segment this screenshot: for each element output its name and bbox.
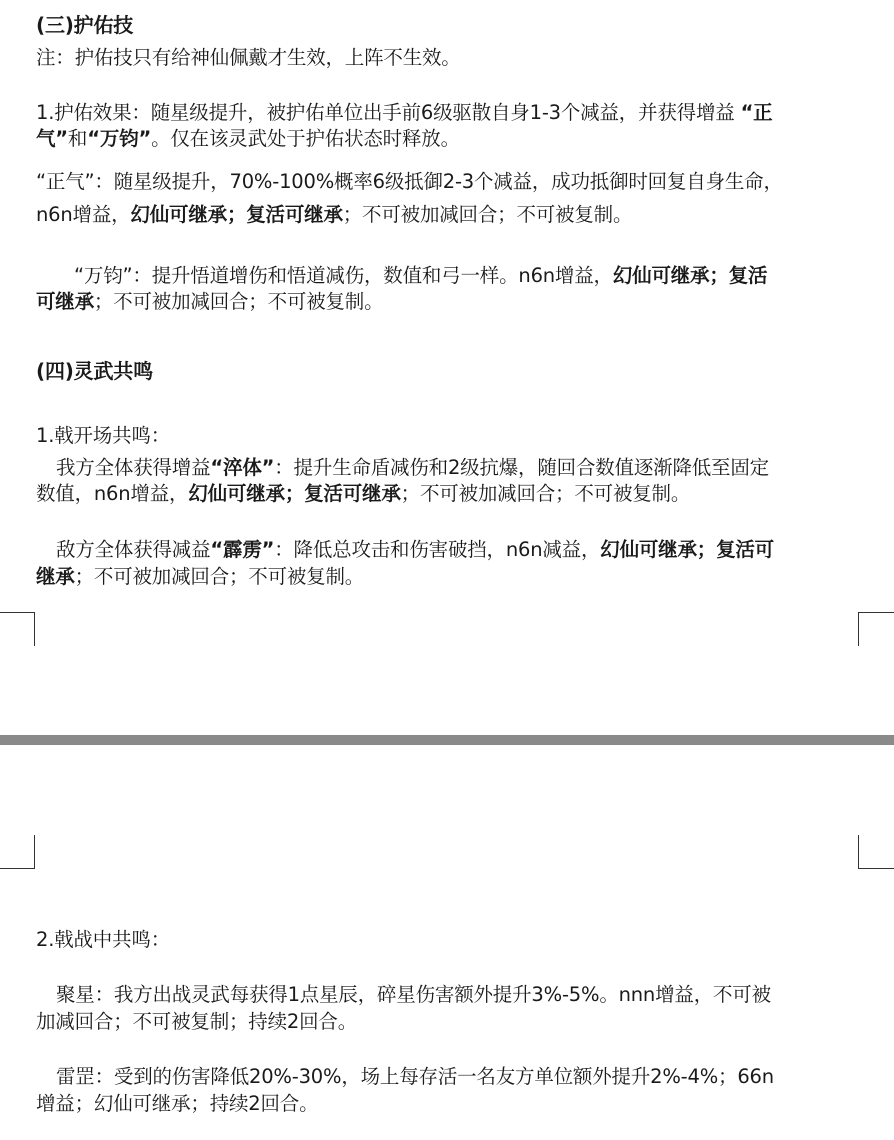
juxing-line-2: 加减回合；不可被复制；持续2回合。 [36,1010,358,1033]
crop-mark-bottom-right [858,835,894,869]
juxing-line-1: 聚星：我方出战灵武每获得1点星辰，碎星伤害额外提升3%-5%。nnn增益，不可被 [56,983,771,1006]
protect-effect-line-1: 1.护佑效果：随星级提升，被护佑单位出手前6级驱散自身1-3个减益，并获得增益 “正 [36,101,773,124]
opening-resonance-title: 1.戟开场共鸣： [36,424,171,447]
crop-mark-top-left [0,612,35,646]
section-heading-resonance: (四)灵武共鸣 [36,359,153,383]
battle-resonance-title: 2.戟战中共鸣： [36,928,171,951]
leiba-line-1: 雷罡：受到的伤害降低20%-30%，场上每存活一名友方单位额外提升2%-4%；66n [56,1065,774,1088]
wanjun-line-1: “万钧”：提升悟道增伤和悟道减伤，数值和弓一样。n6n增益，幻仙可继承；复活 [74,264,768,287]
ally-buff-line-2: 数值，n6n增益，幻仙可继承；复活可继承；不可被加减回合；不可被复制。 [36,482,691,505]
zhengqi-line-2: n6n增益，幻仙可继承；复活可继承；不可被加减回合；不可被复制。 [36,203,633,226]
ally-buff-line-1: 我方全体获得增益“淬体”：提升生命盾减伤和2级抗爆，随回合数值逐渐降低至固定 [56,456,769,479]
wanjun-line-2: 可继承；不可被加减回合；不可被复制。 [36,290,384,313]
section-heading-protect-skill: (三)护佑技 [36,13,134,37]
enemy-debuff-line-1: 敌方全体获得减益“霹雳”：降低总攻击和伤害破挡，n6n减益，幻仙可继承；复活可 [56,538,774,561]
zhengqi-line-1: “正气”：随星级提升，70%-100%概率6级抵御2-3个减益，成功抵御时回复自身生命， [36,170,783,193]
protect-skill-note: 注：护佑技只有给神仙佩戴才生效，上阵不生效。 [36,46,461,69]
crop-mark-top-right [858,612,894,646]
protect-effect-line-2: 气”和“万钧”。仅在该灵武处于护佑状态时释放。 [36,127,460,150]
page-separator [0,735,894,745]
enemy-debuff-line-2: 继承；不可被加减回合；不可被复制。 [36,565,365,588]
leiba-line-2: 增益；幻仙可继承；持续2回合。 [36,1092,319,1115]
crop-mark-bottom-left [0,835,35,869]
